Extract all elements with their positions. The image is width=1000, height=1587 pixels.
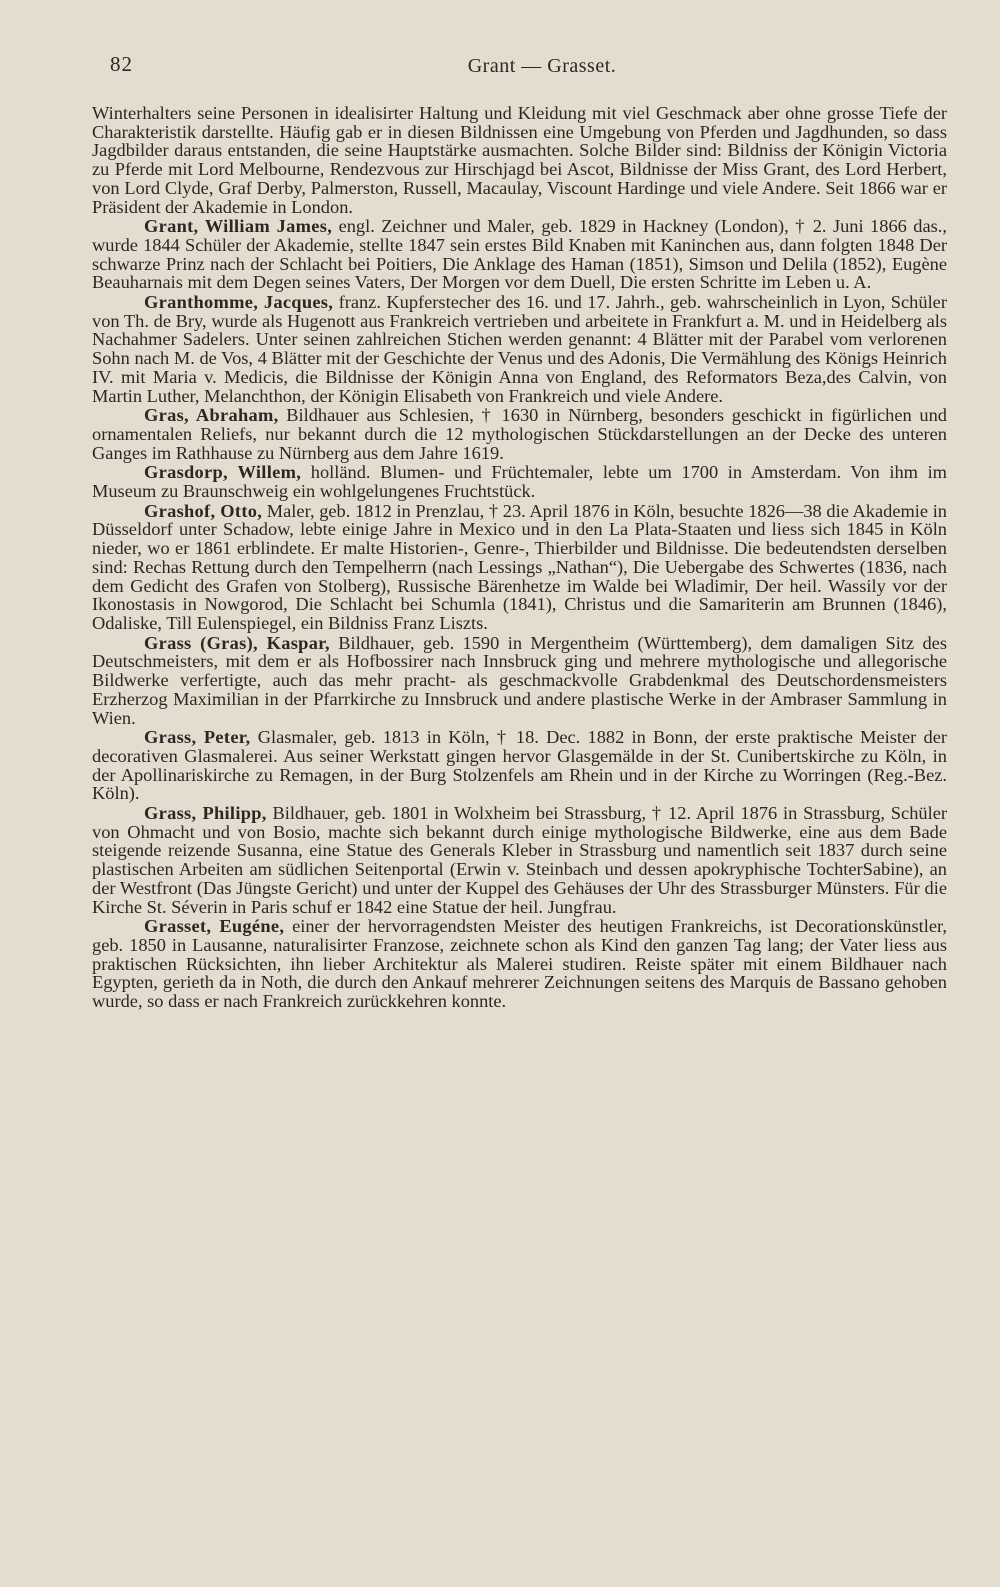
entry-grasset-eugene (92, 917, 947, 1011)
running-title: Grant — Grasset. (467, 55, 617, 77)
entry-text: Maler, geb. 1812 in Prenzlau, † 23. April 1876 in Köln, besuchte 1826—38 die Akademie in Düsseldorf unter Schadow, lebte einige Jahre in Mexico und in den La Plata-Staaten und liess sich 1845 in Köln nieder, wo er 1861 erblindete. Er malte Historien-, Genre-, Thierbilder und Bildnisse. Die bedeutendsten derselben sind: Rechas Rettung durch den Tempelherrn (nach Lessings „Nathan“), Die Uebergabe des Schwertes (1836, nach dem Gedicht des Grafen von Stolberg), Russische Bärenhetze im Walde bei Wladimir, Der heil. Wassily vor der Ikonostasis in Nowgorod, Die Schlacht bei Schumla (1841), Christus und die Samariterin am Brunnen (1846), Odaliske, Till Eulenspiegel, ein Bildniss Franz Liszts. (92, 500, 947, 633)
entry-text: Glasmaler, geb. 1813 in Köln, † 18. Dec. 1882 in Bonn, der erste praktische Meister der decorativen Glasmalerei. Aus seiner Werkstatt gingen hervor Glasgemälde in der St. Cunibertskirche zu Köln, in der Apollinariskirche zu Remagen, in der Burg Stolzenfels am Rhein und in der Kirche zu Worringen (Reg.-Bez. Köln). (92, 727, 948, 804)
entry-grass-philipp (92, 804, 947, 916)
entry-name: Granthomme, Jacques, (144, 292, 334, 313)
entry-name: Grasset, Eugéne, (144, 916, 285, 937)
entry-text: Bildhauer, geb. 1590 in Mergentheim (Württemberg), dem damaligen Sitz des Deutschmeisters, mit dem er als Hofbossirer nach Innsbruck ging und mehrere mythologische und allegorische Bildwerke verfertigte, auch das mehr pracht- als geschmackvolle Grabdenkmal des Deutschordensmeisters Erzherzog Maximilian in der Pfarrkirche zu Innsbruck und andere plastische Werke in der Ambraser Sammlung in Wien. (92, 632, 947, 728)
entry-name: Grass, Philipp, (144, 803, 267, 824)
entry-name: Grass (Gras), Kaspar, (144, 632, 330, 653)
entry-name: Grasdorp, Willem, (144, 462, 302, 483)
dictionary-column (92, 104, 947, 1012)
page-number: 82 (110, 52, 133, 76)
entry-text: einer der hervorragendsten Meister des heutigen Frankreichs, ist Decorationskünstler, geb. 1850 in Lausanne, naturalisirter Franzose, zeichnete schon als Kind den ganzen Tag lang; der Vater liess aus praktischen Rücksichten, ihn lieber Architektur als Malerei studiren. Reiste später mit einem Bildhauer nach Egypten, gerieth da in Noth, die durch den Ankauf mehrerer Zeichnungen seitens des Marquis de Bassano gehoben wurde, so dass er nach Frankreich zurückkehren konnte. (92, 916, 947, 1012)
entry-name: Grant, William James, (144, 216, 333, 237)
page-header (110, 52, 944, 82)
entry-text: Bildhauer aus Schlesien, † 1630 in Nürnberg, besonders geschickt in figürlichen und ornamentalen Reliefs, nur bekannt durch die 12 mythologischen Stückdarstellungen an der Decke des unteren Ganges im Rathhause zu Nürnberg aus dem Jahre 1619. (92, 405, 947, 463)
entry-text: franz. Kupferstecher des 16. und 17. Jahrh., geb. wahrscheinlich in Lyon, Schüler von Th. de Bry, wurde als Hugenott aus Frankreich vertrieben und arbeitete in Frankfurt a. M. und in Heidelberg als Nachahmer Sadelers. Unter seinen zahlreichen Stichen werden genannt: 4 Blätter mit der Parabel vom verlorenen Sohn nach M. de Vos, 4 Blätter mit der Geschichte der Venus und des Adonis, Die Vermählung des Königs Heinrich IV. mit Maria v. Medicis, die Bildnisse der Königin Anna von England, des Reformators Beza,des Calvin, von Martin Luther, Melanchthon, der Königin Elisabeth von Frankreich und viele Andere. (92, 292, 947, 406)
entry-continuation (92, 104, 947, 216)
entry-grasdorp-willem (92, 463, 947, 500)
entry-name: Grass, Peter, (144, 727, 251, 748)
entry-grass-peter (92, 728, 947, 803)
entry-text: Bildhauer, geb. 1801 in Wolxheim bei Strassburg, † 12. April 1876 in Strassburg, Schüler von Ohmacht und von Bosio, machte sich bekannt durch einige mythologische Bildwerke, eine aus dem Bade steigende reizende Susanna, eine Statue des Generals Kleber in Strassburg und namentlich seit 1837 durch seine plastischen Arbeiten am südlichen Seitenportal (Erwin v. Steinbach und dessen apokryphische TochterSabine), an der Westfront (Das Jüngste Gericht) und unter der Kuppel des Gehäuses der Uhr des Strassburger Münsters. Für die Kirche St. Séverin in Paris schuf er 1842 eine Statue der heil. Jungfrau. (92, 803, 947, 917)
entry-name: Grashof, Otto, (144, 500, 263, 521)
entry-grashof-otto (92, 502, 947, 633)
entry-text: engl. Zeichner und Maler, geb. 1829 in Hackney (London), † 2. Juni 1866 das., wurde 1844 Schüler der Akademie, stellte 1847 sein erstes Bild Knaben mit Kaninchen aus, dann folgten 1848 Der schwarze Prinz nach der Schlacht bei Poitiers, Die Anklage des Haman (1851), Simson und Delila (1852), Eugène Beauharnais mit dem Degen seines Vaters, Der Morgen vor dem Duell, Die ersten Schritte im Leben u. A. (92, 216, 947, 293)
entry-name: Gras, Abraham, (144, 405, 279, 426)
entry-gras-abraham (92, 406, 947, 462)
entry-granthomme-jacques (92, 293, 947, 405)
entry-text: Winterhalters seine Personen in idealisirter Haltung und Kleidung mit viel Geschmack aber ohne grosse Tiefe der Charakteristik darstellte. Häufig gab er in diesen Bildnissen eine Umgebung von Pferden und Jagdhunden, so dass Jagdbilder daraus entstanden, die seine Hauptstärke ausmachten. Solche Bilder sind: Bildniss der Königin Victoria zu Pferde mit Lord Melbourne, Rendezvous zur Hirschjagd bei Ascot, Bildnisse der Miss Grant, des Lord Herbert, von Lord Clyde, Graf Derby, Palmerston, Russell, Macaulay, Viscount Hardinge und viele Andere. Seit 1866 war er Präsident der Akademie in London. (92, 103, 947, 217)
entry-grass-kaspar (92, 634, 947, 728)
entry-grant-william-james (92, 217, 947, 292)
entry-text: holländ. Blumen- und Früchtemaler, lebte um 1700 in Amsterdam. Von ihm im Museum zu Braunschweig ein wohlgelungenes Fruchtstück. (92, 462, 947, 502)
